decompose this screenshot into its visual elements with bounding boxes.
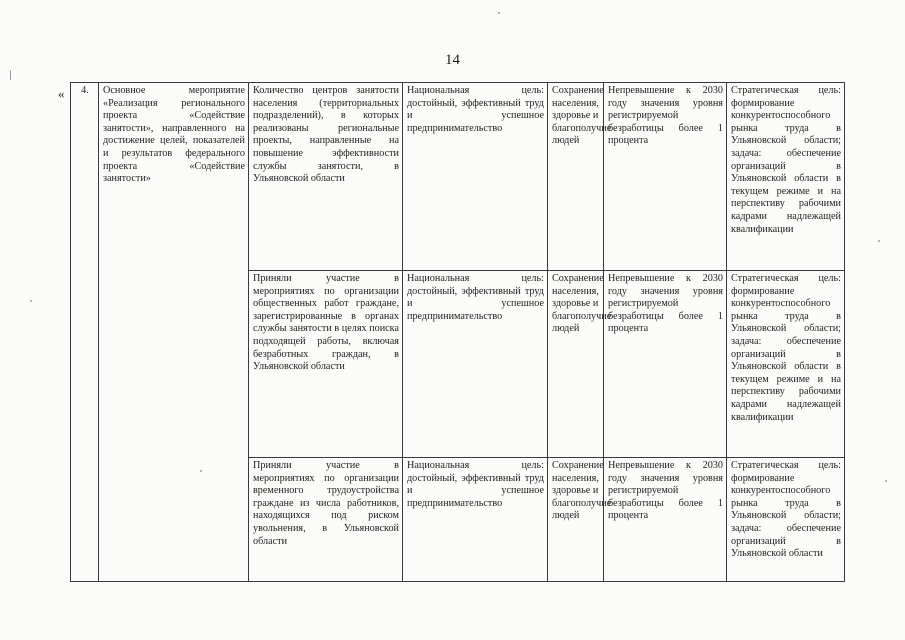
scan-speck [30,300,32,302]
scan-speck [10,70,11,80]
indicator-value-cell: Непревышение к 2030 году значения уровня регистрируемой безработицы более 1 процента [604,271,727,458]
indicator-value-cell: Непревышение к 2030 году значения уровня регистрируемой безработицы более 1 процента [604,83,727,271]
opening-quote-mark: « [58,86,65,101]
target-cell: Сохранение населения, здоровье и благополучие людей [548,271,604,458]
target-cell: Сохранение населения, здоровье и благополучие людей [548,458,604,582]
indicator-cell: Приняли участие в мероприятиях по организации общественных работ граждане, зарегистрированные в органах службы занятости в целях поиска подходящей работы, включая безработных граждан, в Ульяновской области [249,271,403,458]
national-goal-cell: Национальная цель: достойный, эффективный труд и успешное предпринимательство [403,83,548,271]
scan-speck [498,12,500,14]
scan-speck [200,470,202,472]
strategic-goal-cell: Стратегическая цель: формирование конкурентоспособного рынка труда в Ульяновской области; задача: обеспечение организаций в Ульяновской области [727,458,845,582]
national-goal-cell: Национальная цель: достойный, эффективный труд и успешное предпринимательство [403,458,548,582]
national-goal-cell: Национальная цель: достойный, эффективный труд и успешное предпринимательство [403,271,548,458]
strategic-goal-cell: Стратегическая цель: формирование конкурентоспособного рынка труда в Ульяновской области; задача: обеспечение организаций в Ульяновской области в текущем режиме и на перспективу рабочими кадрами надлежащей квалификации [727,271,845,458]
scan-speck [885,480,887,482]
indicator-value-cell: Непревышение к 2030 году значения уровня регистрируемой безработицы более 1 процента [604,458,727,582]
table-row [71,83,845,271]
scan-speck [878,240,880,242]
page-number: 14 [445,52,460,68]
program-activities-table [70,82,845,582]
indicator-cell: Приняли участие в мероприятиях по организации временного трудоустройства граждане из числа работников, находящихся под риском увольнения, в Ульяновской области [249,458,403,582]
indicator-cell: Количество центров занятости населения (территориальных подразделений), в которых реализованы региональные проекты, направленные на повышение эффективности службы занятости, в Ульяновской области [249,83,403,271]
target-cell: Сохранение населения, здоровье и благополучие людей [548,83,604,271]
item-number-cell: 4. [71,83,99,582]
strategic-goal-cell: Стратегическая цель: формирование конкурентоспособного рынка труда в Ульяновской области; задача: обеспечение организаций в Ульяновской области в текущем режиме и на перспективу рабочими кадрами надлежащей квалификации [727,83,845,271]
activity-cell: Основное мероприятие «Реализация регионального проекта «Содействие занятости», направленного на достижение целей, показателей и результатов федерального проекта «Содействие занятости» [99,83,249,582]
